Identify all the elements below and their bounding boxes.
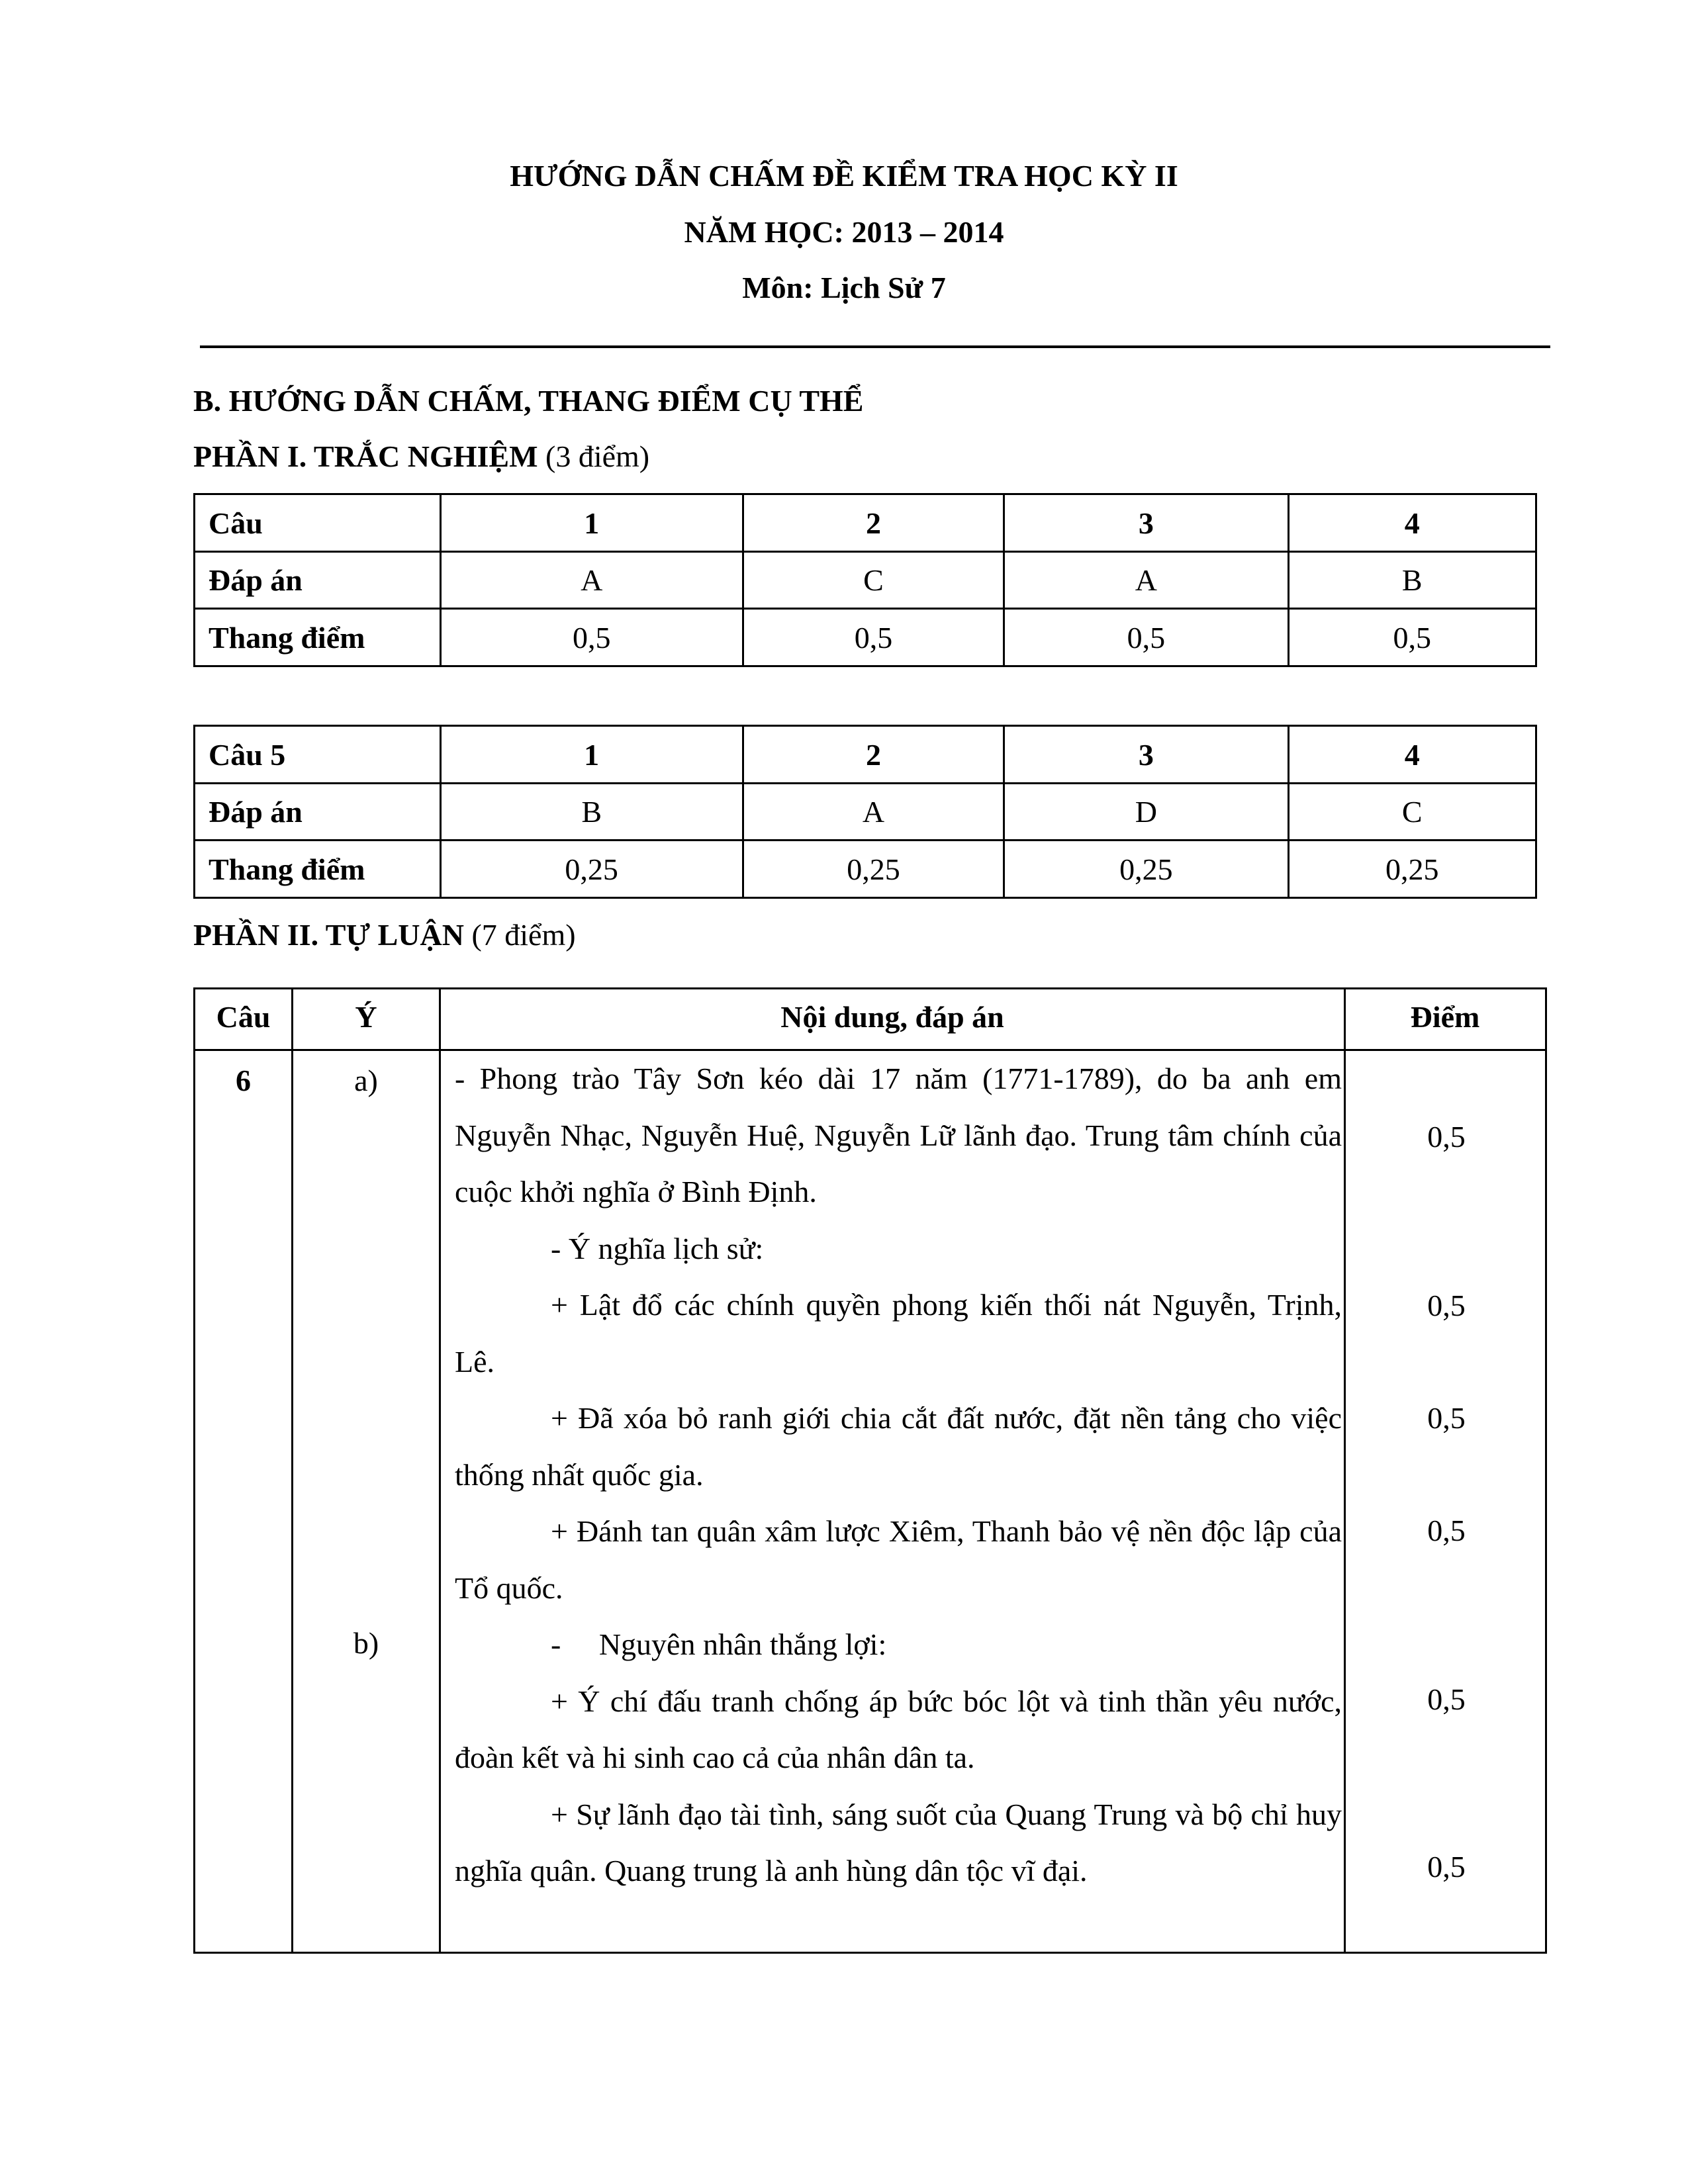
table-cell: 3 (1004, 726, 1288, 784)
school-year: NĂM HỌC: 2013 – 2014 (684, 215, 1004, 249)
answer-content (455, 1050, 1342, 1899)
table-cell: 2 (743, 726, 1004, 784)
answer-line: - Ý nghĩa lịch sử: (551, 1231, 764, 1265)
table-row (195, 609, 1536, 666)
part1-heading: PHẦN I. TRẮC NGHIỆM (3 điểm) (193, 439, 650, 473)
subject: Môn: Lịch Sử 7 (742, 271, 946, 304)
table-cell: Thang điểm (195, 609, 441, 666)
answer-line: - Phong trào Tây Sơn kéo dài 17 năm (1771-1789), do ba anh em Nguyễn Nhạc, Nguyễn Huệ, Nguyễn Lữ lãnh đạo. Trung tâm chính của cuộc khởi nghĩa ở Bình Định. (455, 1062, 1342, 1208)
part2-heading: PHẦN II. TỰ LUẬN (7 điểm) (193, 918, 576, 952)
table-cell: B (1288, 552, 1536, 609)
table-row (195, 841, 1536, 898)
table-cell: A (1004, 552, 1288, 609)
table-cell: 0,5 (1004, 609, 1288, 666)
table-cell: A (440, 552, 743, 609)
header-divider (200, 345, 1550, 348)
table-cell: Câu (195, 494, 441, 552)
table-cell: C (743, 552, 1004, 609)
table-cell: A (743, 784, 1004, 841)
answer-line: - Nguyên nhân thắng lợi: (551, 1627, 887, 1661)
score-value: 0,5 (1427, 1120, 1466, 1154)
score-value: 0,5 (1427, 1514, 1466, 1547)
score-value: 0,5 (1427, 1289, 1466, 1322)
item-a-label: a) (354, 1064, 378, 1097)
table-cell: D (1004, 784, 1288, 841)
table-row (195, 726, 1536, 784)
score-value: 0,5 (1427, 1682, 1466, 1716)
section-b-heading: B. HƯỚNG DẪN CHẤM, THANG ĐIỂM CỤ THỂ (193, 384, 864, 418)
essay-table (193, 987, 1547, 1954)
table-row (195, 784, 1536, 841)
score-value: 0,5 (1427, 1401, 1466, 1435)
question-number: 6 (236, 1064, 251, 1097)
table-cell: 0,25 (440, 841, 743, 898)
table-cell: B (440, 784, 743, 841)
table-cell: 0,5 (743, 609, 1004, 666)
item-b-label: b) (353, 1626, 379, 1660)
table-cell: 0,25 (1288, 841, 1536, 898)
table-cell: 2 (743, 494, 1004, 552)
answer-line: + Sự lãnh đạo tài tình, sáng suốt của Quang Trung và bộ chỉ huy nghĩa quân. Quang trung là anh hùng dân tộc vĩ đại. (455, 1797, 1342, 1888)
col-header-content: Nội dung, đáp án (780, 1000, 1004, 1034)
column-divider (1344, 989, 1346, 1952)
answer-line: + Lật đổ các chính quyền phong kiến thối nát Nguyễn, Trịnh, Lê. (455, 1288, 1342, 1379)
score-value: 0,5 (1427, 1850, 1466, 1884)
table-cell: Câu 5 (195, 726, 441, 784)
question5-table (193, 725, 1537, 899)
multiple-choice-table (193, 493, 1537, 667)
table-cell: 0,25 (1004, 841, 1288, 898)
doc-title: HƯỚNG DẪN CHẤM ĐỀ KIỂM TRA HỌC KỲ II (510, 159, 1178, 193)
answer-line: + Đánh tan quân xâm lược Xiêm, Thanh bảo vệ nền độc lập của Tổ quốc. (455, 1514, 1342, 1605)
table-cell: 1 (440, 726, 743, 784)
table-cell: Đáp án (195, 552, 441, 609)
answer-line: + Đã xóa bỏ ranh giới chia cắt đất nước, đặt nền tảng cho việc thống nhất quốc gia. (455, 1401, 1342, 1492)
table-cell: 3 (1004, 494, 1288, 552)
table-cell: 4 (1288, 494, 1536, 552)
col-header-score: Điểm (1410, 1000, 1480, 1034)
table-row (195, 494, 1536, 552)
table-cell: 0,5 (1288, 609, 1536, 666)
col-header-item: Ý (355, 1000, 377, 1034)
col-header-question: Câu (216, 1000, 271, 1034)
table-row (195, 552, 1536, 609)
column-divider (439, 989, 441, 1952)
column-divider (291, 989, 293, 1952)
table-cell: Đáp án (195, 784, 441, 841)
answer-line: + Ý chí đấu tranh chống áp bức bóc lột và tinh thần yêu nước, đoàn kết và hi sinh cao cả của nhân dân ta. (455, 1684, 1342, 1774)
table-cell: 0,5 (440, 609, 743, 666)
table-cell: 4 (1288, 726, 1536, 784)
table-cell: C (1288, 784, 1536, 841)
table-cell: 1 (440, 494, 743, 552)
table-cell: Thang điểm (195, 841, 441, 898)
table-cell: 0,25 (743, 841, 1004, 898)
